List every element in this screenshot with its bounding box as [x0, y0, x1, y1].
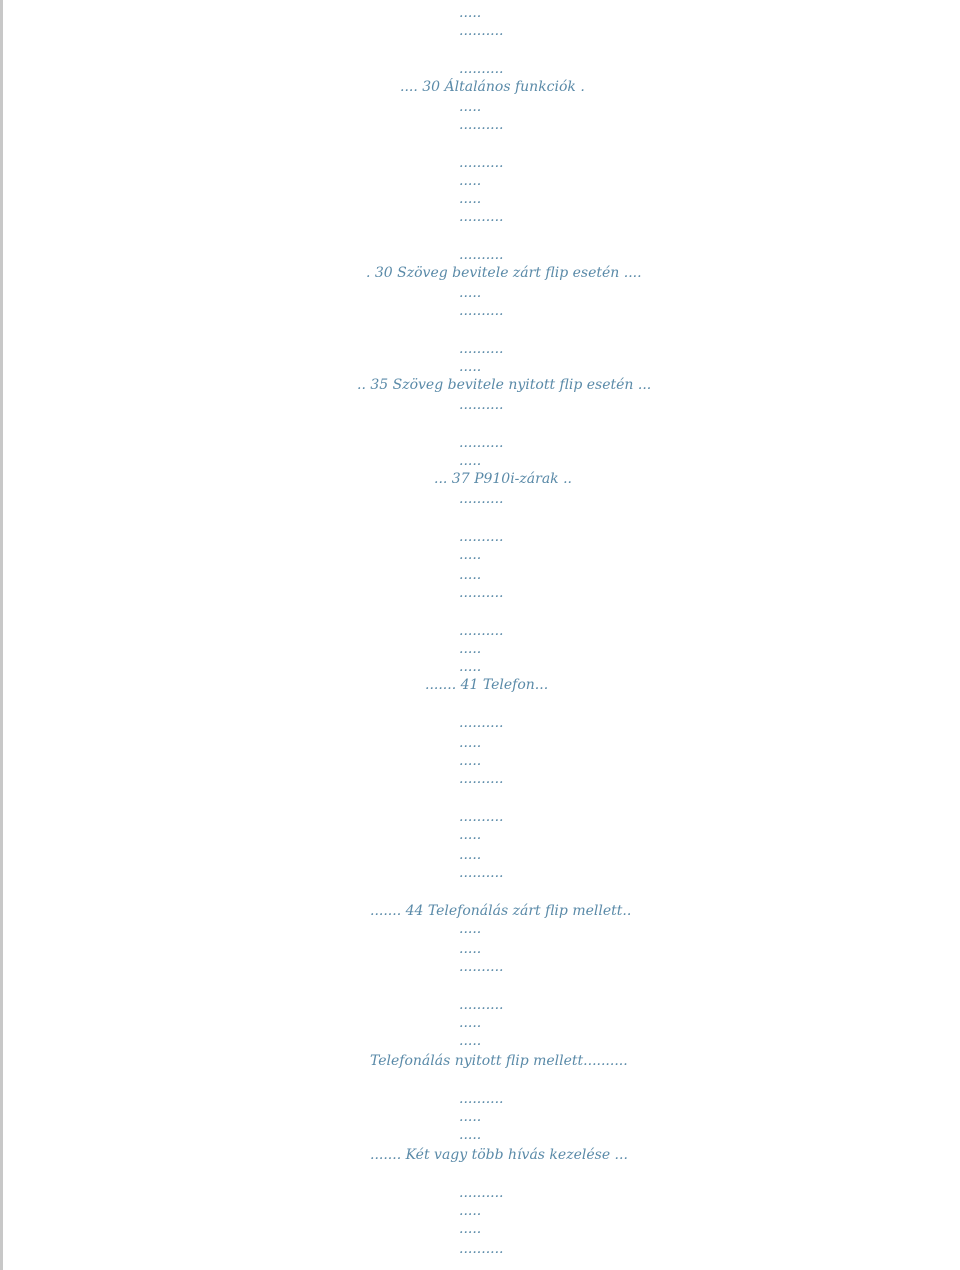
toc-dot-leader: ..... — [459, 847, 482, 863]
toc-dot-leader: .......... — [459, 397, 504, 413]
toc-dot-leader: ..... — [459, 1221, 482, 1237]
toc-dot-leader: .......... — [459, 529, 504, 545]
toc-dot-leader: ..... — [459, 285, 482, 301]
toc-dot-leader: .......... — [459, 771, 504, 787]
toc-dot-leader: ..... — [459, 567, 482, 583]
toc-dot-leader: .......... — [459, 61, 504, 77]
toc-dot-leader: ..... — [459, 99, 482, 115]
toc-dot-leader: ..... — [459, 1033, 482, 1049]
toc-dot-leader: .......... — [459, 341, 504, 357]
toc-dot-leader: .......... — [459, 23, 504, 39]
toc-dot-leader: .......... — [459, 959, 504, 975]
toc-dot-leader: ..... — [459, 1109, 482, 1125]
toc-dot-leader: .......... — [459, 491, 504, 507]
toc-entry-telefonalas-zart-flip[interactable]: ....... 44 Telefonálás zárt flip mellett.. — [370, 903, 632, 919]
toc-entry-altalanos-funkciok[interactable]: .... 30 Általános funkciók . — [400, 79, 585, 95]
toc-dot-leader: ..... — [459, 659, 482, 675]
toc-dot-leader: ..... — [459, 359, 482, 375]
toc-dot-leader: .......... — [459, 623, 504, 639]
toc-entry-telefon[interactable]: ....... 41 Telefon... — [425, 677, 549, 693]
toc-dot-leader: .......... — [459, 247, 504, 263]
toc-dot-leader: ..... — [459, 1127, 482, 1143]
toc-dot-leader: ..... — [459, 453, 482, 469]
toc-dot-leader: .......... — [459, 1091, 504, 1107]
toc-entry-ket-vagy-tobb-hivas[interactable]: ....... Két vagy több hívás kezelése ... — [370, 1147, 628, 1163]
toc-dot-leader: .......... — [459, 809, 504, 825]
toc-dot-leader: ..... — [459, 1015, 482, 1031]
toc-dot-leader: .......... — [459, 1241, 504, 1257]
toc-entry-szoveg-bevitele-zart-flip[interactable]: . 30 Szöveg bevitele zárt flip esetén .... — [366, 265, 642, 281]
toc-dot-leader: .......... — [459, 435, 504, 451]
toc-dot-leader: .......... — [459, 715, 504, 731]
toc-dot-leader: ..... — [459, 941, 482, 957]
toc-dot-leader: ..... — [459, 921, 482, 937]
toc-dot-leader: .......... — [459, 1185, 504, 1201]
toc-dot-leader: .......... — [459, 585, 504, 601]
toc-dot-leader: ..... — [459, 1203, 482, 1219]
toc-dot-leader: .......... — [459, 303, 504, 319]
toc-dot-leader: ..... — [459, 191, 482, 207]
toc-dot-leader: ..... — [459, 173, 482, 189]
toc-dot-leader: ..... — [459, 5, 482, 21]
toc-dot-leader: .......... — [459, 997, 504, 1013]
toc-entry-p910i-zarak[interactable]: ... 37 P910i-zárak .. — [434, 471, 573, 487]
toc-dot-leader: ..... — [459, 641, 482, 657]
toc-dot-leader: .......... — [459, 155, 504, 171]
toc-dot-leader: ..... — [459, 753, 482, 769]
toc-entry-telefonalas-nyitott-flip[interactable]: Telefonálás nyitott flip mellett.......... — [370, 1053, 628, 1069]
toc-dot-leader: ..... — [459, 827, 482, 843]
toc-dot-leader: ..... — [459, 735, 482, 751]
toc-dot-leader: .......... — [459, 117, 504, 133]
toc-entry-szoveg-bevitele-nyitott-flip[interactable]: .. 35 Szöveg bevitele nyitott flip esetén ... — [357, 377, 652, 393]
toc-dot-leader: .......... — [459, 865, 504, 881]
toc-dot-leader: ..... — [459, 547, 482, 563]
toc-dot-leader: .......... — [459, 209, 504, 225]
